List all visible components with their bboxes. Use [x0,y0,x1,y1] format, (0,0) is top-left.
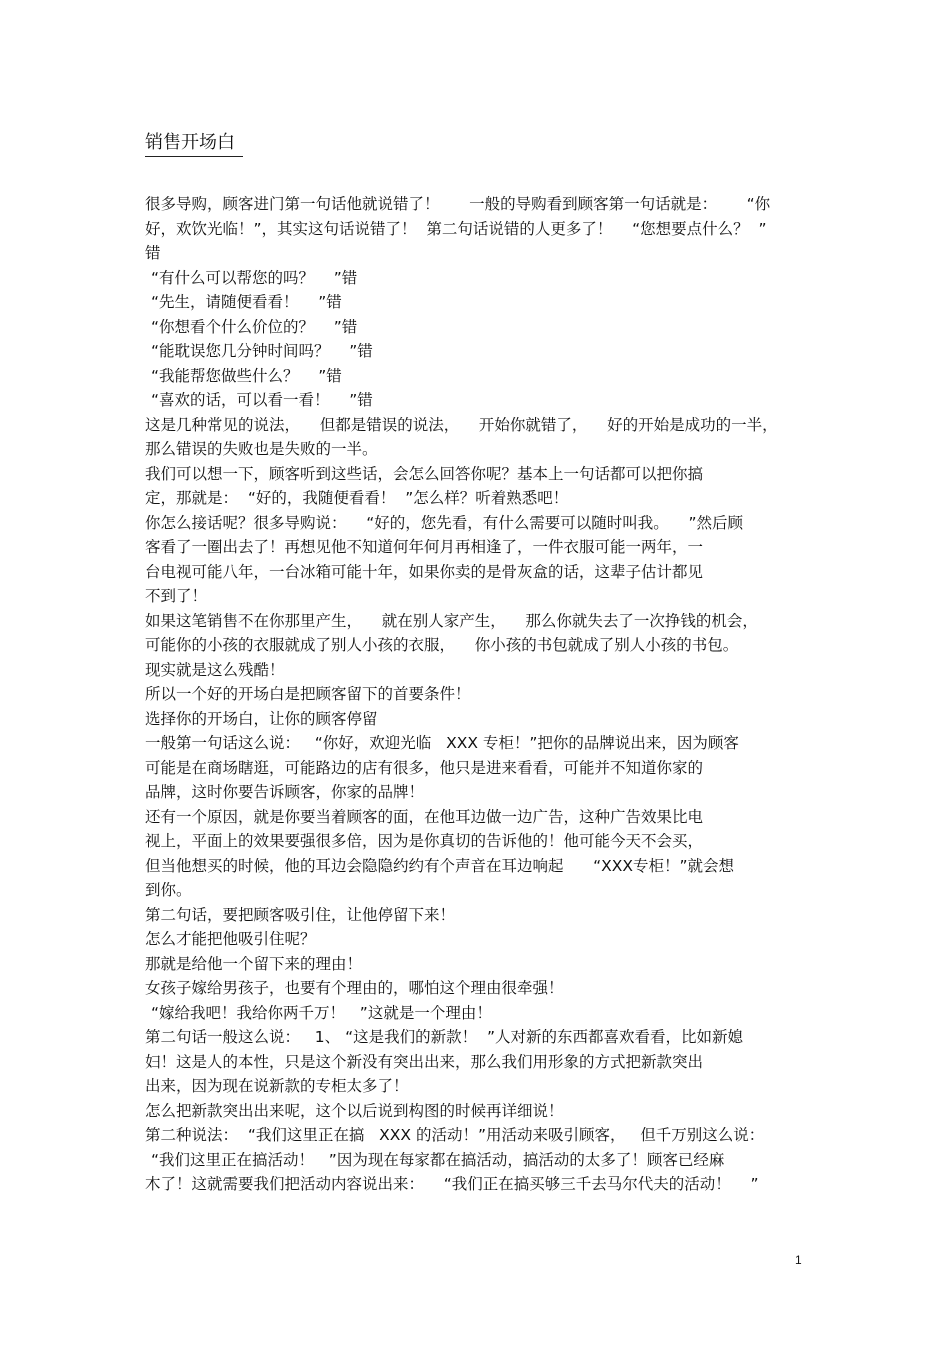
paragraph-line: 怎么才能把他吸引住呢？ [145,930,316,948]
paragraph-line: 如果这笔销售不在你那里产生， 就在别人家产生， 那么你就失去了一次挣钱的机会， [145,611,758,630]
paragraph-line: 一般第一句话这么说： “你好，欢迎光临 XXX 专柜！”把你的品牌说出来，因为顾客 [145,734,739,752]
paragraph-line: 选择你的开场白，让你的顾客停留 [145,709,378,728]
paragraph-line: “有什么可以帮您的吗？ ”错 [151,268,358,287]
paragraph-line: 我们可以想一下，顾客听到这些话，会怎么回答你呢？基本上一句话都可以把你搞 [145,464,704,483]
paragraph-line: 很多导购，顾客进门第一句话他就说错了！ 一般的导购看到顾客第一句话就是： “你 [145,195,771,213]
paragraph-line: 第二句话，要把顾客吸引住，让他停留下来！ [145,905,456,924]
paragraph-line: 这是几种常见的说法， 但都是错误的说法， 开始你就错了， 好的开始是成功的一半， [145,415,778,434]
paragraph-line: “我能帮您做些什么？ ”错 [151,366,342,385]
paragraph-line: 不到了！ [145,587,208,605]
paragraph-line: 妇！这是人的本性，只是这个新没有突出出来，那么我们用形象的方式把新款突出 [145,1052,704,1071]
paragraph-line: 那就是给他一个留下来的理由！ [145,954,363,973]
paragraph-line: 好，欢饮光临！”，其实这句话说错了！ 第二句话说错的人更多了！ “您想要点什么？ ” [145,219,767,238]
paragraph-line: 出来，因为现在说新款的专柜太多了！ [145,1077,409,1095]
paragraph-line: 还有一个原因，就是你要当着顾客的面，在他耳边做一边广告，这种广告效果比电 [145,807,704,826]
paragraph-line: 木了！这就需要我们把活动内容说出来： “我们正在搞买够三千去马尔代夫的活动！ ” [145,1175,759,1193]
paragraph-line: 女孩子嫁给男孩子，也要有个理由的，哪怕这个理由很牵强！ [145,979,564,997]
paragraph-line: 所以一个好的开场白是把顾客留下的首要条件！ [145,685,471,703]
paragraph-line: 错 [145,244,161,262]
paragraph-line: “先生，请随便看看！ ”错 [151,293,342,311]
paragraph-line: 你怎么接话呢？很多导购说： “好的，您先看，有什么需要可以随时叫我。 ”然后顾 [145,513,743,532]
page-number: 1 [795,1253,802,1267]
paragraph-line: 可能你的小孩的衣服就成了别人小孩的衣服， 你小孩的书包就成了别人小孩的书包。 [145,636,739,654]
paragraph-line: “嫁给我吧！我给你两千万！ ”这就是一个理由！ [151,1003,492,1022]
paragraph-line: 客看了一圈出去了！再想见他不知道何年何月再相逢了，一件衣服可能一两年，一 [145,538,704,556]
paragraph-line: 到你。 [145,881,192,899]
paragraph-line: “喜欢的话，可以看一看！ ”错 [151,391,373,409]
paragraph-line: “你想看个什么价位的？ ”错 [151,317,358,336]
paragraph-line: 第二种说法： “我们这里正在搞 XXX 的活动！”用活动来吸引顾客， 但千万别这么说： [145,1126,765,1144]
paragraph-line: 第二句话一般这么说： 1、 “这是我们的新款！ ”人对新的东西都喜欢看看，比如新媳 [145,1028,743,1046]
paragraph-line: “我们这里正在搞活动！ ”因为现在每家都在搞活动，搞活动的太多了！顾客已经麻 [151,1150,725,1169]
paragraph-line: 可能是在商场瞎逛，可能路边的店有很多，他只是进来看看，可能并不知道你家的 [145,758,704,777]
document-body [145,192,815,1197]
paragraph-line: 视上，平面上的效果要强很多倍，因为是你真切的告诉他的！他可能今天不会买， [145,832,704,850]
paragraph-line: 那么错误的失败也是失败的一半。 [145,440,378,458]
paragraph-line: 但当他想买的时候，他的耳边会隐隐约约有个声音在耳边响起 “XXX专柜！”就会想 [145,856,734,875]
paragraph-line: 怎么把新款突出出来呢，这个以后说到构图的时候再详细说！ [145,1101,564,1120]
paragraph-line: 现实就是这么残酷！ [145,660,285,679]
document-title: 销售开场白 [145,130,243,157]
paragraph-line: 定，那就是： “好的，我随便看看！ ”怎么样？听着熟悉吧！ [145,489,569,507]
paragraph-line: 品牌，这时你要告诉顾客，你家的品牌！ [145,783,425,801]
paragraph-line: 台电视可能八年，一台冰箱可能十年，如果你卖的是骨灰盒的话，这辈子估计都见 [145,562,704,581]
paragraph-line: “能耽误您几分钟时间吗？ ”错 [151,342,373,360]
